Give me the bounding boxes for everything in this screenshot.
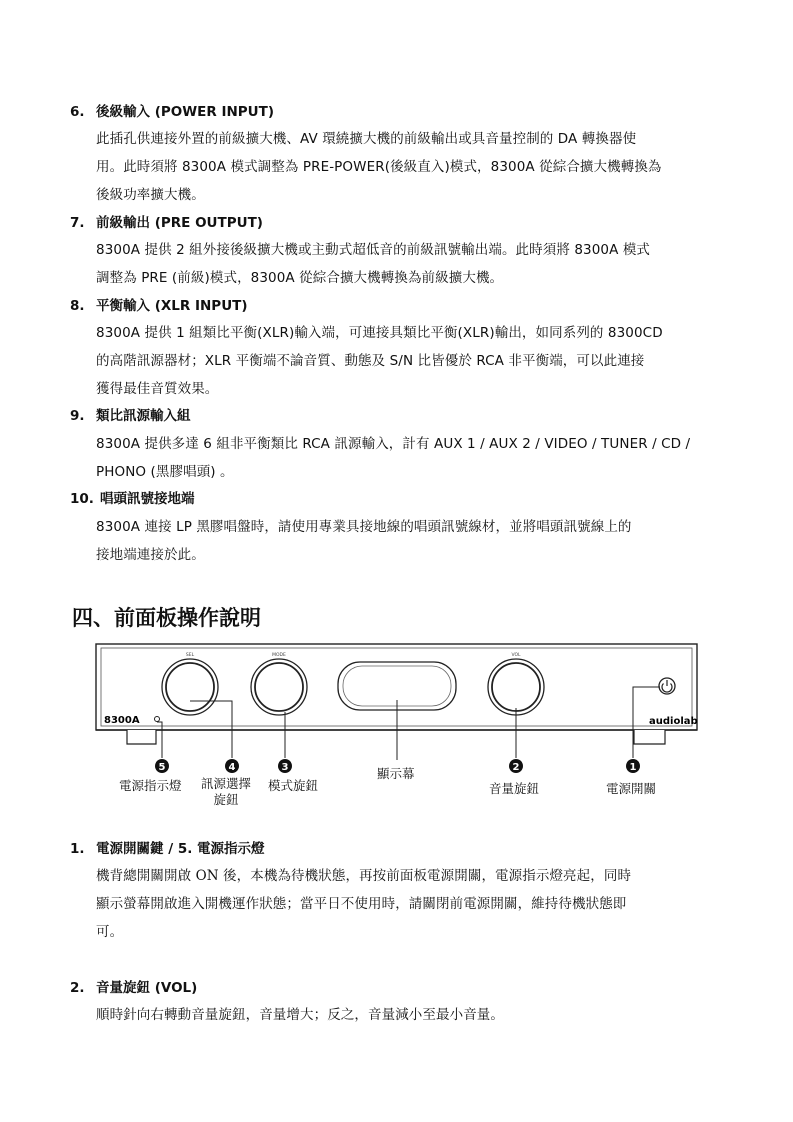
- section-10-line-2: 接地端連接於此。: [96, 547, 205, 563]
- callout-5: [155, 759, 169, 773]
- section-10-title: 10. 唱頭訊號接地端: [70, 491, 195, 507]
- model-badge: 8300A: [104, 715, 140, 726]
- op-1-line-1: 機背總開關開啟 ON 後，本機為待機狀態，再按前面板電源開關，電源指示燈亮起，同時: [96, 868, 632, 884]
- label-volume-knob: 音量旋鈕: [489, 781, 540, 796]
- section-8-title: 8. 平衡輸入 (XLR INPUT): [70, 298, 248, 314]
- label-mode-knob: 模式旋鈕: [268, 778, 319, 793]
- power-button: [659, 678, 675, 694]
- callout-2: [509, 759, 523, 773]
- section-9-line-2: PHONO (黑膠唱頭) 。: [96, 464, 234, 480]
- vol-knob-label: VOL: [511, 653, 521, 658]
- label-source-select: 訊源選擇 旋鈕: [201, 776, 252, 807]
- section-10-line-1: 8300A 連接 LP 黑膠唱盤時，請使用專業具接地線的唱頭訊號線材，並將唱頭訊號線上的: [96, 519, 632, 535]
- callout-3: [278, 759, 292, 773]
- section-9-heading: 類比訊源輸入組: [96, 408, 191, 424]
- section-6-line-2: 用。此時須將 8300A 模式調整為 PRE-POWER(後級直入)模式，8300A 從綜合擴大機轉換為: [96, 159, 662, 175]
- section-7-title: 7. 前級輸出 (PRE OUTPUT): [70, 215, 263, 231]
- label-power-switch: 電源開關: [606, 781, 657, 796]
- op-1-line-2: 顯示螢幕開啟進入開機運作狀態；當平日不使用時，請關閉前電源開關，維持待機狀態即: [96, 896, 627, 912]
- section-9-title: 9. 類比訊源輸入組: [70, 408, 191, 424]
- section-6-title: 6. 後級輸入 (POWER INPUT): [70, 104, 275, 120]
- sel-knob-label: SEL: [185, 653, 195, 658]
- op-2-title: 2. 音量旋鈕 (VOL): [70, 980, 198, 996]
- label-power-led: 電源指示燈: [119, 778, 182, 793]
- callout-4: [225, 759, 239, 773]
- svg-text:3: 3: [281, 762, 289, 773]
- callout-1: [626, 759, 640, 773]
- svg-text:1: 1: [629, 762, 637, 773]
- brand-logo: audiolab: [649, 716, 698, 727]
- op-2-line-1: 順時針向右轉動音量旋鈕，音量增大；反之，音量減小至最小音量。: [96, 1007, 504, 1023]
- section-6-heading: 後級輸入 (POWER INPUT): [96, 104, 275, 120]
- op-1-line-3: 可。: [96, 924, 124, 940]
- power-led: [155, 717, 160, 722]
- chapter-title: 四、前面板操作說明: [72, 606, 261, 630]
- section-8-line-1: 8300A 提供 1 組類比平衡(XLR)輸入端，可連接具類比平衡(XLR)輸出，如同系列的 8300CD: [96, 325, 663, 341]
- section-9-line-1: 8300A 提供多達 6 組非平衡類比 RCA 訊源輸入，計有 AUX 1 / AUX 2 / VIDEO / TUNER / CD /: [96, 436, 691, 452]
- svg-text:4: 4: [228, 762, 236, 773]
- section-7-line-2: 調整為 PRE (前級)模式，8300A 從綜合擴大機轉換為前級擴大機。: [96, 270, 504, 286]
- section-8-heading: 平衡輸入 (XLR INPUT): [96, 298, 248, 314]
- op-2-heading: 音量旋鈕 (VOL): [96, 980, 198, 996]
- op-1-title: 1. 電源開關鍵 / 5. 電源指示燈: [70, 841, 265, 857]
- svg-text:5: 5: [158, 762, 166, 773]
- label-display: 顯示幕: [377, 766, 415, 781]
- section-10-heading: 唱頭訊號接地端: [100, 491, 195, 507]
- svg-text:2: 2: [512, 762, 520, 773]
- section-6-line-3: 後級功率擴大機。: [96, 187, 205, 203]
- section-6-line-1: 此插孔供連接外置的前級擴大機、AV 環繞擴大機的前級輸出或具音量控制的 DA 轉換器使: [96, 131, 637, 147]
- section-8-line-3: 獲得最佳音質效果。: [96, 381, 219, 397]
- section-8-line-2: 的高階訊源器材；XLR 平衡端不論音質、動態及 S/N 比皆優於 RCA 非平衡端，可以此連接: [96, 353, 645, 369]
- section-7-line-1: 8300A 提供 2 組外接後級擴大機或主動式超低音的前級訊號輸出端。此時須將 8300A 模式: [96, 242, 651, 258]
- mode-knob-label: MODE: [272, 653, 286, 658]
- section-7-heading: 前級輸出 (PRE OUTPUT): [96, 215, 263, 231]
- op-1-heading: 電源開關鍵 / 5. 電源指示燈: [96, 841, 265, 857]
